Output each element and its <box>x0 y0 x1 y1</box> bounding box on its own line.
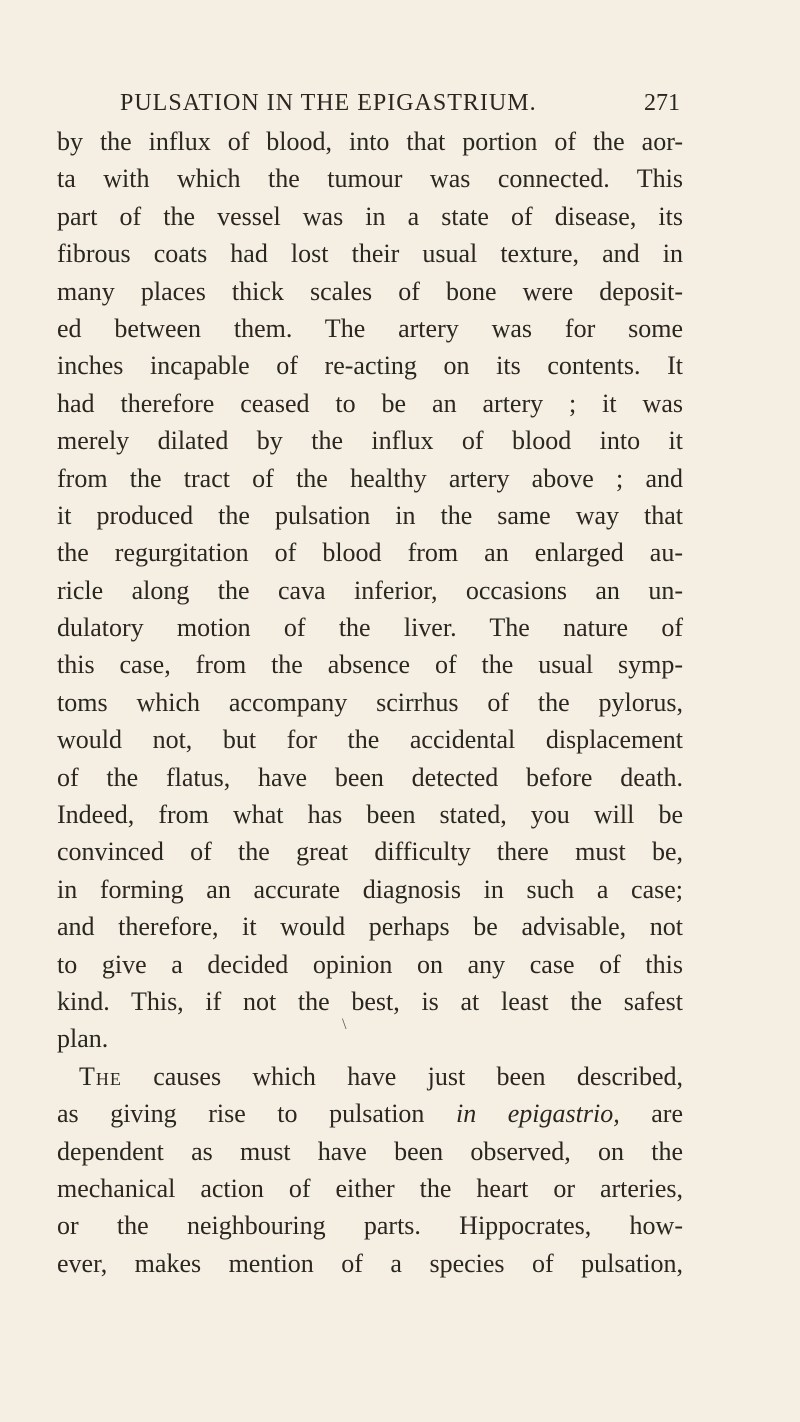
text-line: ta with which the tumour was connected. This <box>57 164 683 194</box>
text-line: ever, makes mention of a species of pulsation, <box>57 1248 683 1278</box>
text-line: the regurgitation of blood from an enlarged au- <box>57 538 683 568</box>
text-line: merely dilated by the influx of blood into it <box>57 426 683 456</box>
text-line: kind. This, if not the best, is at least the safest <box>57 986 683 1016</box>
text-fragment: causes which have just been described, <box>121 1061 683 1091</box>
text-line: to give a decided opinion on any case of this <box>57 949 683 979</box>
text-line: convinced of the great difficulty there must be, <box>57 837 683 867</box>
text-line: fibrous coats had lost their usual texture, and in <box>57 239 683 269</box>
running-title: PULSATION IN THE EPIGASTRIUM. <box>120 90 537 116</box>
text-fragment: as giving rise to pulsation <box>57 1099 456 1129</box>
text-line: toms which accompany scirrhus of the pylorus, <box>57 687 683 717</box>
text-line: of the flatus, have been detected before death. <box>57 762 683 792</box>
paragraph-opening-line <box>57 1058 683 1095</box>
text-line: mechanical action of either the heart or arteries, <box>57 1173 683 1203</box>
text-line: it produced the pulsation in the same way that <box>57 500 683 530</box>
text-line: in forming an accurate diagnosis in such a case; <box>57 874 683 904</box>
stray-print-mark: \ <box>342 1016 347 1033</box>
text-line <box>57 1095 683 1132</box>
text-line: many places thick scales of bone were deposit- <box>57 276 683 306</box>
text-line: from the tract of the healthy artery above ; and <box>57 463 683 493</box>
text-line: dependent as must have been observed, on the <box>57 1136 683 1166</box>
running-head <box>120 90 680 124</box>
italic-phrase: in epigastrio, <box>455 1099 620 1129</box>
text-line: had therefore ceased to be an artery ; it was <box>57 388 683 418</box>
text-line: and therefore, it would perhaps be advisable, not <box>57 912 683 942</box>
text-line: would not, but for the accidental displacement <box>57 725 683 755</box>
opening-word: The <box>79 1061 122 1091</box>
text-fragment: are <box>619 1099 683 1129</box>
text-line: part of the vessel was in a state of disease, its <box>57 201 683 231</box>
text-line: dulatory motion of the liver. The nature of <box>57 613 683 643</box>
page-number: 271 <box>644 90 680 116</box>
text-line: Indeed, from what has been stated, you will be <box>57 800 683 830</box>
text-line: this case, from the absence of the usual symp- <box>57 650 683 680</box>
text-line: ricle along the cava inferior, occasions an un- <box>57 575 683 605</box>
text-line: by the influx of blood, into that portion of the aor- <box>57 127 683 156</box>
text-line: ed between them. The artery was for some <box>57 313 683 343</box>
text-line: inches incapable of re-acting on its contents. It <box>57 351 683 381</box>
text-line: or the neighbouring parts. Hippocrates, how- <box>57 1211 683 1241</box>
text-line: plan. <box>57 1024 109 1054</box>
body-text <box>57 123 683 1282</box>
